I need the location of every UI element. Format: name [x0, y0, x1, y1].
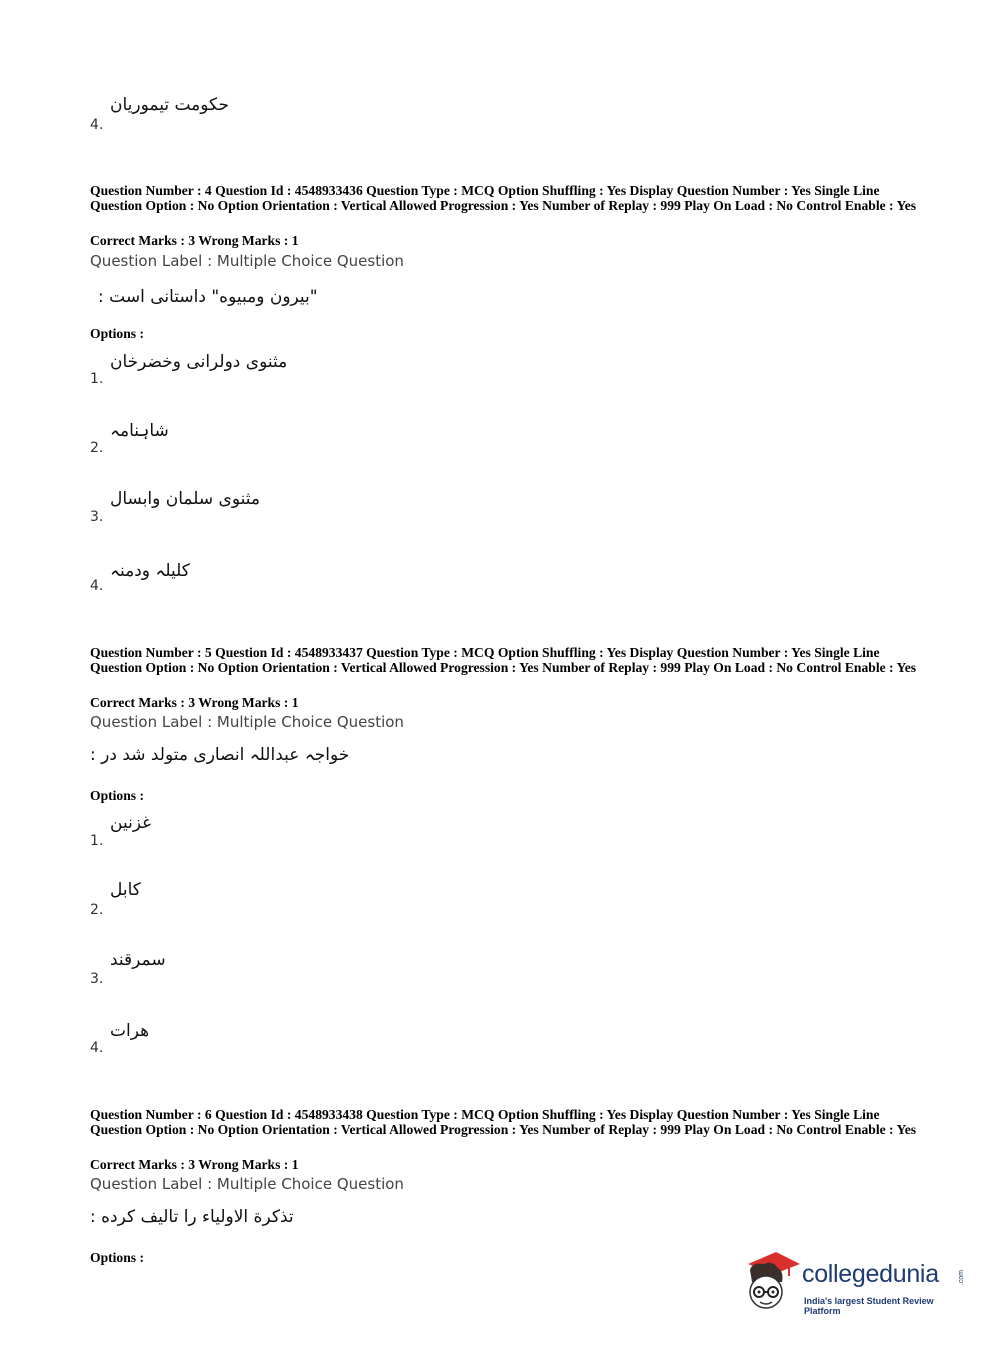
option-number: 1. [90, 371, 104, 387]
option-number: 3. [90, 509, 104, 525]
option-text: کلیلہ ودمنہ [110, 561, 190, 581]
question-label: Question Label : Multiple Choice Question [90, 1175, 404, 1193]
question-text: تذکرة الاولیاء را تالیف کرده : [90, 1207, 294, 1227]
question-marks: Correct Marks : 3 Wrong Marks : 1 [90, 1157, 299, 1172]
option-number: 4. [90, 578, 104, 594]
option-number: 2. [90, 440, 104, 456]
collegedunia-logo [742, 1248, 972, 1318]
option-number: 4. [90, 1040, 104, 1056]
question-label: Question Label : Multiple Choice Question [90, 713, 404, 731]
options-heading: Options : [90, 788, 145, 803]
option-number: 3. [90, 971, 104, 987]
question-meta: Question Number : 6 Question Id : 4548933438 Question Type : MCQ Option Shuffling : Yes Display Question Number : Yes Single Line Question Option : No Option Orientation : Vertical Allowed Progression : Yes Number of Replay : 999 Play On Load : No Control Enable : Yes [90, 1107, 917, 1137]
option-text: هرات [110, 1021, 150, 1041]
option-text: مثنوی سلمان وابسال [110, 489, 260, 509]
question-text: "بیرون ومبیوه" داستانی است : [98, 287, 318, 307]
option-text: سمرقند [110, 950, 166, 970]
option-number: 2. [90, 902, 104, 918]
options-heading: Options : [90, 326, 145, 341]
question-meta: Question Number : 4 Question Id : 4548933436 Question Type : MCQ Option Shuffling : Yes Display Question Number : Yes Single Line Question Option : No Option Orientation : Vertical Allowed Progression : Yes Number of Replay : 999 Play On Load : No Control Enable : Yes [90, 183, 917, 213]
option-number: 1. [90, 833, 104, 849]
logo-wordmark: collegedunia [802, 1260, 939, 1288]
logo-suffix: .com [958, 1270, 965, 1286]
option-number: 4. [90, 117, 104, 133]
mascot-icon [742, 1248, 802, 1318]
option-text: حکومت تیموریان [110, 95, 229, 115]
options-heading: Options : [90, 1250, 145, 1265]
question-label: Question Label : Multiple Choice Question [90, 252, 404, 270]
question-marks: Correct Marks : 3 Wrong Marks : 1 [90, 695, 299, 710]
logo-tagline: India's largest Student Review Platform [804, 1296, 934, 1316]
question-marks: Correct Marks : 3 Wrong Marks : 1 [90, 233, 299, 248]
option-text: مثنوی دولرانی وخضرخان [110, 352, 288, 372]
question-meta: Question Number : 5 Question Id : 4548933437 Question Type : MCQ Option Shuffling : Yes Display Question Number : Yes Single Line Question Option : No Option Orientation : Vertical Allowed Progression : Yes Number of Replay : 999 Play On Load : No Control Enable : Yes [90, 645, 917, 675]
option-text: شاہنامہ [110, 421, 169, 441]
option-text: غزنین [110, 813, 152, 833]
option-text: کابل [110, 880, 141, 900]
question-text: خواجہ عبداللہ انصاری متولد شد در : [90, 745, 350, 765]
